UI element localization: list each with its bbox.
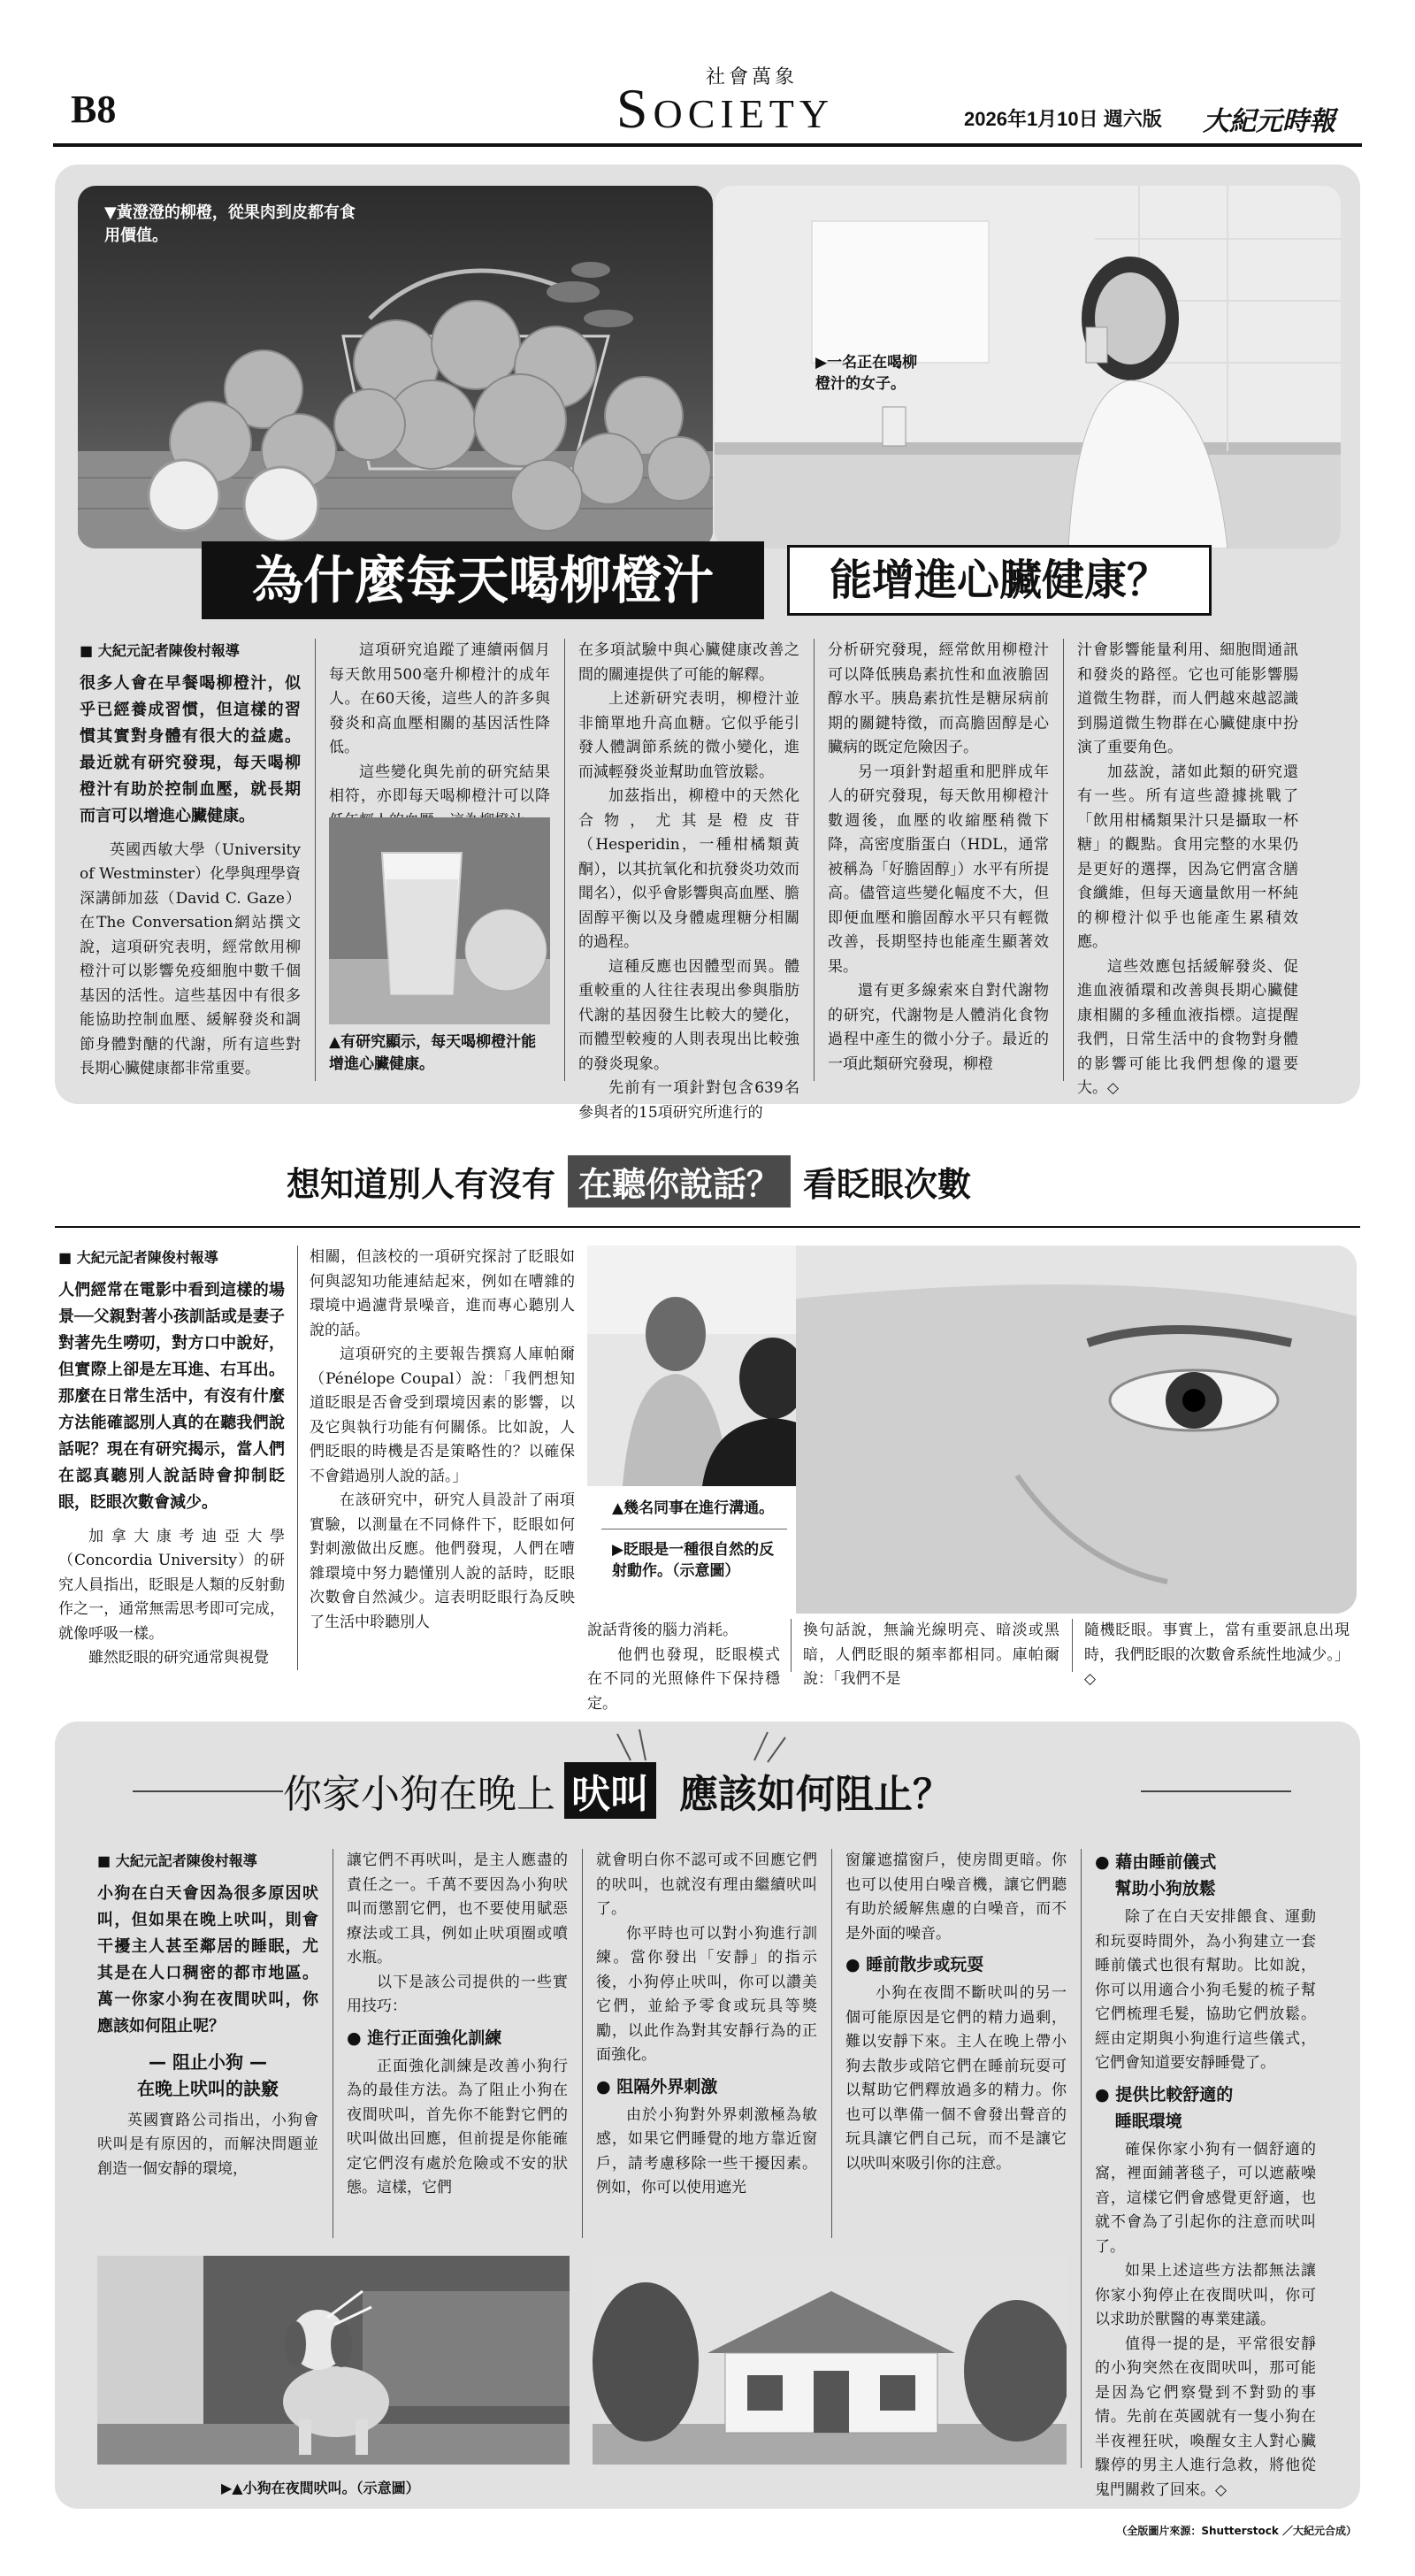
photo-woman-drinking <box>715 186 1341 548</box>
article2-paragraph: 加拿大康考迪亞大學（Concordia University）的研究人員指出，眨眼是人類的反射動作之一，通常無需思考即可完成，就像呼吸一樣。 <box>58 1527 285 1643</box>
article3-subheading: ● 睡前散步或玩耍 <box>845 1955 984 1974</box>
article3-paragraph: 以下是該公司提供的一些實用技巧： <box>347 1973 568 2015</box>
article1-col4 <box>828 639 1049 1077</box>
subheading-line1: ● 藉由睡前儀式 <box>1095 1852 1217 1872</box>
article3-col1 <box>97 1849 318 2181</box>
section-name-en: OCIETY <box>653 91 835 136</box>
article1-col5 <box>1077 639 1298 1101</box>
article3-paragraph: 就會明白你不認可或不回應它們的吠叫，也就沒有理由繼續吠叫了。 <box>596 1852 817 1918</box>
article2-headline <box>287 1155 971 1207</box>
article3-title-pre: 你家小狗在晚上 <box>283 1772 555 1817</box>
photo-dog-caption: ▶▲小狗在夜間吠叫。（示意圖） <box>221 2480 420 2496</box>
article1-paragraph: 加茲指出，柳橙中的天然化合物，尤其是橙皮苷（Hesperidin，一種柑橘類黃酮），以其抗氧化和抗發炎功效而聞名），似乎會影響與高血壓、膽固醇平衡以及身體處理糖分相關的過程。 <box>578 787 799 951</box>
article2-paragraph: 他們也發現，眨眼模式在不同的光照條件下保持穩定。 <box>587 1645 780 1713</box>
article1-paragraph: 這些變化與先前的研究結果相符，亦即每天喝柳橙汁可以降 <box>329 763 550 805</box>
article1-col2 <box>329 639 550 833</box>
article2-paragraph: 這項研究的主要報告撰寫人庫帕爾（Pénélope Coupal）說：「我們想知道眨眼是否會受到環境因素的影響，以及它與執行功能有何關係。比如說，人們眨眼的時機是否是策略性的？以確保不會錯過別人說的話。」 <box>310 1346 575 1485</box>
article2-paragraph: 隨機眨眼。事實上，當有重要訊息出現時，我們眨眼的次數會系統性地減少。」◇ <box>1084 1622 1350 1688</box>
article3-paragraph: 除了在白天安排餵食、運動和玩耍時間外，為小狗建立一套睡前儀式也很有幫助。比如說，你可以用適合小狗毛髮的梳子幫它們梳理毛髮，協助它們放鬆。經由定期與小狗進行這些儀式，它們會知道要安靜睡覺了。 <box>1095 1908 1316 2072</box>
photo-colleagues-caption: ▲幾名同事在進行溝通。 <box>612 1499 775 1517</box>
section-name-cn: 社會萬象 <box>705 66 798 88</box>
article2-title-post: 看眨眼次數 <box>803 1164 972 1204</box>
section-masthead <box>601 62 849 140</box>
caption-rule <box>601 1529 787 1530</box>
image-credit: （全版圖片來源：Shutterstock ／大紀元合成） <box>1116 2525 1357 2537</box>
article3-title-post: 應該如何阻止？ <box>679 1772 952 1817</box>
article2-col3 <box>587 1619 780 1716</box>
article3-col4 <box>845 1849 1067 2176</box>
article2-paragraph: 雖然眨眼的研究通常與視覺 <box>88 1649 269 1667</box>
article3-paragraph: 讓它們不再吠叫，是主人應盡的責任之一。千萬不要因為小狗吠叫而懲罰它們，也不要使用賦惡療法或工具，例如止吠項圈或噴水瓶。 <box>347 1852 568 1966</box>
article3-col3 <box>596 1849 817 2201</box>
article3-subheading <box>1095 1849 1316 1902</box>
subheading-line1: ● 提供比較舒適的 <box>1095 2084 1234 2104</box>
column-divider <box>1081 1849 1082 2468</box>
photo-woman-caption: ▶一名正在喝柳橙汁的女子。 <box>815 354 918 393</box>
column-divider <box>564 639 565 1081</box>
bark-lines-icon <box>600 1725 803 1769</box>
boxed-heading-line1: — 阻止小狗 — <box>149 2051 267 2073</box>
article2-title-pre: 想知道別人有沒有 <box>287 1164 556 1204</box>
article2-paragraph: 相關，但該校的一項研究探討了眨眼如何與認知功能連結起來，例如在嘈雜的環境中過濾背景噪音，進而專心聽別人說的話。 <box>310 1248 575 1339</box>
article1-paragraph: 還有更多線索來自對代謝物的研究，代謝物是人體消化食物過程中產生的微小分子。最近的一項此類研究發現，柳橙 <box>828 982 1049 1073</box>
column-divider <box>1072 1619 1073 1672</box>
article1-paragraph: 先前有一項針對包含639名參與者的15項研究所進行的 <box>578 1079 799 1122</box>
article1-paragraph: 上述新研究表明，柳橙汁並非簡單地升高血糖。它似乎能引發人體調節系統的微小變化，進而減輕發炎並幫助血管放鬆。 <box>578 690 799 781</box>
article3-subheading: ● 進行正面強化訓練 <box>347 2028 502 2048</box>
title-dash-left <box>133 1790 283 1792</box>
photo-oranges-caption: ▼黃澄澄的柳橙，從果肉到皮都有食用價值。 <box>104 203 356 245</box>
article3-paragraph: 小狗在夜間不斷吠叫的另一個可能原因是它們的精力過剩，難以安靜下來。主人在晚上帶小狗去散步或陪它們在睡前玩耍可以幫助它們釋放過多的精力。你也可以準備一個不會發出聲音的玩具讓它們自己玩，而不是讓它以吠叫來吸引你的注意。 <box>845 1984 1067 2173</box>
article1-paragraph: 加茲說，諸如此類的研究還有一些。所有這些證據挑戰了「飲用柑橘類果汁只是攝取一杯糖」的觀點。食用完整的水果仍是更好的選擇，因為它們富含膳食纖維，但每天適量飲用一杯純的柳橙汁似乎也能產生累積效應。 <box>1077 763 1298 951</box>
article1-paragraph: 在多項試驗中與心臟健康改善之間的關連提供了可能的解釋。 <box>578 641 799 684</box>
article3-subheading: ● 阻隔外界刺激 <box>596 2076 718 2097</box>
article1-paragraph: 這種反應也因體型而異。體重較重的人往往表現出參與脂肪代謝的基因發生比較大的變化，而體型較瘦的人則表現出比較強的發炎現象。 <box>578 957 799 1073</box>
article3-headline <box>283 1762 952 1819</box>
photo-eye-caption: ▶眨眼是一種很自然的反射動作。（示意圖） <box>612 1541 775 1580</box>
article3-paragraph: 你平時也可以對小狗進行訓練。當你發出「安靜」的指示後，小狗停止吠叫，你可以讚美它們，並給予零食或玩具等獎勵，以此作為對其安靜行為的正面強化。 <box>596 1924 817 2064</box>
photo-eye-closeup <box>796 1246 1357 1614</box>
article2-title-highlight: 在聽你說話？ <box>568 1155 791 1208</box>
article2-col2 <box>310 1246 575 1635</box>
article1-paragraph: 這項研究追蹤了連續兩個月每天飲用500毫升柳橙汁的成年人。在60天後，這些人的許多與發炎和高血壓相關的基因活性降低。 <box>329 641 550 756</box>
article3-paragraph: 正面強化訓練是改善小狗行為的最佳方法。為了阻止小狗在夜間吠叫，首先你不能對它們的吠叫做出回應，但前提是你能確定它們沒有處於危險或不安的狀態。這樣，它們 <box>347 2057 568 2196</box>
boxed-heading-line2: 在晚上吠叫的訣竅 <box>137 2077 279 2099</box>
title-dash-right <box>1141 1790 1291 1792</box>
article2-paragraph: 換句話說，無論光線明亮、暗淡或黑暗，人們眨眼的頻率都相同。庫帕爾說：「我們不是 <box>803 1622 1059 1688</box>
header-rule <box>53 143 1362 147</box>
column-divider <box>814 639 815 1081</box>
article3-paragraph: 由於小狗對外界刺激極為敏感，如果它們睡覺的地方靠近窗戶，請考慮移除一些干擾因素。例如，你可以使用遮光 <box>596 2105 817 2196</box>
article2-col4 <box>803 1619 1059 1692</box>
article2-byline: ■ 大紀元記者陳俊村報導 <box>58 1249 218 1266</box>
article2-paragraph: 在該研究中，研究人員設計了兩項實驗，以測量在不同條件下，眨眼如何對刺激做出反應。他們發現，人們在嘈雜環境中努力聽懂別人說的話時，眨眼次數會自然減少。這表明眨眼行為反映了生活中聆聽別人 <box>310 1491 575 1631</box>
article3-boxed-heading <box>97 2049 318 2102</box>
article1-subheadline: 能增進心臟健康？ <box>787 545 1212 616</box>
column-divider <box>297 1246 298 1670</box>
article1-paragraph: 分析研究發現，經常飲用柳橙汁可以降低胰島素抗性和血液膽固醇水平。胰島素抗性是糖尿病前期的關鍵特徵，而高膽固醇是心臟病的既定危險因子。 <box>828 641 1049 756</box>
article1-lead: 很多人會在早餐喝柳橙汁，似乎已經養成習慣，但這樣的習慣其實對身體有很大的益處。最近就有研究發現，每天喝柳橙汁有助於控制血壓，就長期而言可以增進心臟健康。 <box>80 673 301 825</box>
article2-col1 <box>58 1246 285 1671</box>
section-initial: S <box>616 77 654 140</box>
column-divider <box>1063 639 1064 1081</box>
article2-rule <box>55 1226 1360 1228</box>
article2-lead: 人們經常在電影中看到這樣的場景──父親對著小孩訓話或是妻子對著先生嘮叨，對方口中說好，但實際上卻是左耳進、右耳出。那麼在日常生活中，有沒有什麼方法能確認別人真的在聽我們說話呢？現在有研究揭示，當人們在認真聽別人說話時會抑制眨眼，眨眼次數會減少。 <box>58 1280 285 1512</box>
page-number: B8 <box>71 88 117 131</box>
article1-col1 <box>80 639 301 1082</box>
photo-juice-glass <box>329 817 550 1024</box>
column-divider <box>582 1849 583 2238</box>
article3-paragraph: 值得一提的是，平常很安靜的小狗突然在夜間吠叫，那可能是因為它們察覺到不對勁的事情。先前在英國就有一隻小狗在半夜裡狂吠，喚醒女主人對心臟驟停的男主人進行急救，將他從鬼門關救了回來。◇ <box>1095 2334 1316 2499</box>
newspaper-logo: 大紀元時報 <box>1203 106 1335 137</box>
article3-byline: ■ 大紀元記者陳俊村報導 <box>97 1852 257 1869</box>
column-divider <box>315 639 316 1081</box>
article1-headline: 為什麼每天喝柳橙汁 <box>202 541 764 619</box>
subheading-line2: 睡眠環境 <box>1114 2111 1182 2131</box>
article2-col5 <box>1084 1619 1350 1692</box>
article1-paragraph: 這些效應包括緩解發炎、促進血液循環和改善與長期心臟健康相關的多種血液指標。這提醒我們，日常生活中的食物對身體的影響可能比我們想像的還要大。◇ <box>1077 957 1298 1097</box>
article3-title-highlight: 吠叫 <box>564 1762 656 1819</box>
article1-col3 <box>578 639 799 1125</box>
photo-juice-caption: ▲有研究顯示，每天喝柳橙汁能增進心臟健康。 <box>329 1033 537 1073</box>
article1-paragraph: 汁會影響能量利用、細胞間通訊和發炎的路徑。它也可能影響腸道微生物群，而人們越來越認識到腸道微生物群在心臟健康中扮演了重要角色。 <box>1077 641 1298 756</box>
issue-date: 2026年1月10日 週六版 <box>964 108 1162 130</box>
article3-lead: 小狗在白天會因為很多原因吠叫，但如果在晚上吠叫，則會干擾主人甚至鄰居的睡眠，尤其是在人口稠密的都市地區。萬一你家小狗在夜間吠叫，你應該如何阻止呢？ <box>97 1883 318 2036</box>
article2-paragraph: 說話背後的腦力消耗。 <box>587 1622 738 1639</box>
article3-paragraph: 窗簾遮擋窗戶，使房間更暗。你也可以使用白噪音機，讓它們聽有助於緩解焦慮的白噪音，而不是外面的噪音。 <box>845 1852 1067 1943</box>
article3-paragraph: 如果上述這些方法都無法讓你家小狗停止在夜間吠叫，你可以求助於獸醫的專業建議。 <box>1095 2262 1316 2328</box>
subheading-line2: 幫助小狗放鬆 <box>1114 1879 1216 1898</box>
article1-byline: ■ 大紀元記者陳俊村報導 <box>80 642 240 659</box>
article3-subheading <box>1095 2082 1316 2135</box>
article3-paragraph: 確保你家小狗有一個舒適的窩，裡面鋪著毯子，可以遮蔽噪音，這樣它們會感覺更舒適，也就不會為了引起你的注意而吠叫了。 <box>1095 2140 1316 2256</box>
photo-dog <box>97 2256 570 2465</box>
article1-paragraph: 英國西敏大學（University of Westminster）化學與理學資深講師加茲（David C. Gaze）在The Conversation網站撰文說，這項研究表明，經常飲用柳橙汁可以影響免疫細胞中數千個基因的活性。這些基因中有很多能協助控制血壓、緩解發炎和調節身體對醣的代謝，所有這些對長期心臟健康都非常重要。 <box>80 840 301 1077</box>
article3-col2 <box>347 1849 568 2201</box>
column-divider <box>831 1849 832 2238</box>
photo-house <box>593 2256 1067 2465</box>
column-divider <box>791 1619 792 1672</box>
article1-paragraph: 另一項針對超重和肥胖成年人的研究發現，每天飲用柳橙汁數週後，血壓的收縮壓稍微下降，高密度脂蛋白（HDL，通常被稱為「好膽固醇」）水平有所提高。儘管這些變化幅度不大，但即便血壓和膽固醇水平只有輕微改善，長期堅持也能產生顯著效果。 <box>828 763 1049 976</box>
article3-paragraph: 英國寶路公司指出，小狗會吠叫是有原因的，而解決問題並創造一個安靜的環境， <box>97 2111 318 2178</box>
article3-col5 <box>1095 1849 1316 2503</box>
